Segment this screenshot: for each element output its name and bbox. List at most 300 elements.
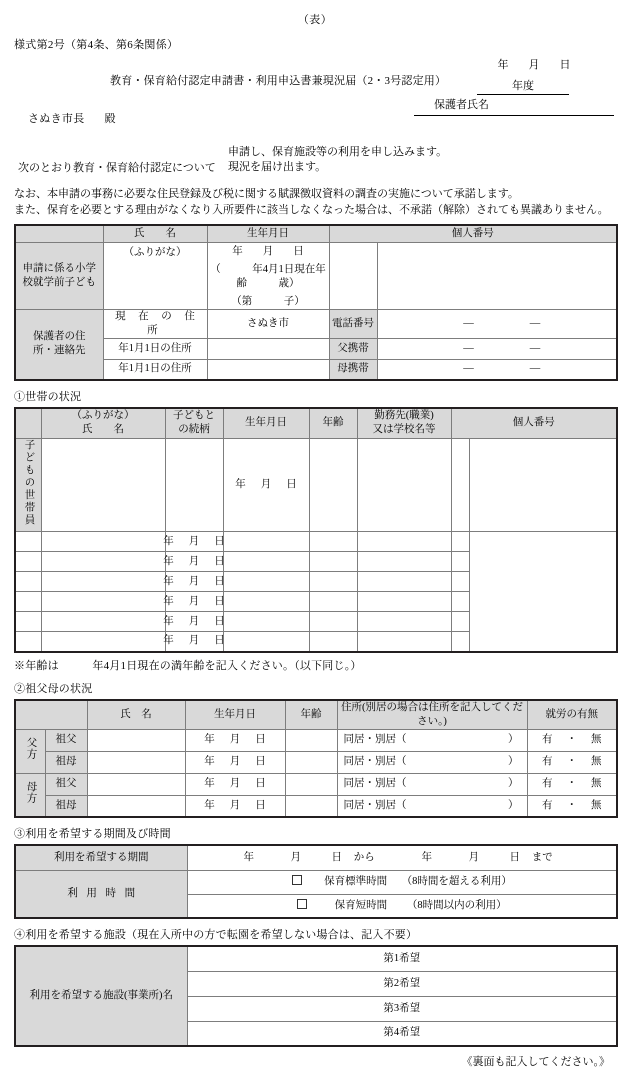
child-row-label-line-2: 校就学前子ども (22, 276, 96, 288)
household-birth-ymd (163, 595, 225, 609)
statement-right (228, 145, 447, 175)
mother-mobile-label: 母携帯 (329, 359, 377, 380)
guardian-jan1-address-row-2 (15, 359, 617, 380)
grandparents-header-row (15, 700, 617, 730)
grandparents-address-close: ） (508, 756, 519, 767)
jan1-address-input-2[interactable] (207, 359, 329, 380)
table-row (15, 751, 617, 773)
grandparents-table (14, 699, 618, 819)
household-mynumber-input[interactable] (469, 438, 617, 532)
child-row-label-line-1: 申請に係る小学 (22, 262, 96, 274)
household-age-input[interactable] (223, 572, 309, 592)
child-mynumber-lead (329, 242, 377, 309)
time-option-2[interactable] (187, 894, 617, 918)
period-from-year: 年 (243, 851, 254, 863)
household-birth-year: 年 (163, 615, 174, 627)
household-relation-input[interactable] (41, 532, 165, 552)
grandparents-birth-year: 年 (204, 734, 215, 745)
grandparents-birth-day: 日 (255, 734, 266, 745)
current-address-label (103, 309, 207, 338)
work-yes-option[interactable]: 有 (542, 756, 553, 767)
household-birth-month: 月 (188, 575, 200, 587)
time-option-2-label: 保育短時間 (334, 899, 388, 911)
work-no-option[interactable]: 無 (591, 778, 602, 789)
grandparents-birth-day: 日 (255, 756, 266, 767)
household-birth-input[interactable] (165, 592, 223, 612)
child-guardian-table-wrap (14, 224, 630, 381)
child-header-row (15, 225, 617, 242)
time-option-1-label: 保育標準時間 (324, 876, 388, 887)
household-mynumber-input[interactable] (451, 592, 469, 612)
household-birth-year: 年 (163, 535, 174, 547)
grandparents-age-input[interactable] (285, 795, 337, 817)
household-birth-year: 年 (163, 635, 174, 647)
child-data-row (15, 242, 617, 309)
facility-label: 利用を希望する施設(事業所)名 (15, 946, 187, 1046)
grandparents-birth-ymd (186, 733, 285, 747)
time-option-1-note: （8時間を超える利用） (401, 876, 512, 887)
household-birth-month: 月 (188, 615, 200, 627)
household-birth-ymd (163, 535, 225, 549)
grandparents-birth-year: 年 (204, 756, 215, 767)
household-table (14, 407, 618, 653)
grandparents-col-age: 年齢 (285, 700, 337, 730)
household-mynumber-lead (357, 532, 451, 552)
checkbox-standard-time[interactable] (292, 875, 302, 885)
father-mobile-label: 父携帯 (329, 338, 377, 359)
grandparents-birth-day: 日 (255, 778, 266, 789)
facility-choice-4[interactable] (187, 1021, 617, 1046)
household-age-input[interactable] (223, 532, 309, 552)
household-mynumber-input[interactable] (451, 632, 469, 652)
household-relation-input[interactable] (165, 438, 223, 532)
household-col-name (41, 408, 165, 438)
father-mobile-dashes (378, 342, 617, 356)
household-birth-ymd (163, 615, 225, 629)
household-age-input[interactable] (223, 612, 309, 632)
footer-note: 《裏面も記入してください。》 (461, 1056, 610, 1068)
section3-heading: ③利用を希望する期間及び時間 (14, 828, 171, 840)
application-statement (0, 144, 630, 178)
grandparents-address-input[interactable] (337, 795, 527, 817)
father-mobile-dash-2: ― (529, 342, 541, 354)
period-from-day: 日 (331, 851, 342, 863)
date-day-label: 日 (559, 59, 571, 71)
household-work-input[interactable] (309, 592, 357, 612)
jan1-address-label-1 (103, 338, 207, 359)
household-mynumber-input[interactable] (451, 572, 469, 592)
household-relation-input[interactable] (41, 632, 165, 652)
tel-input[interactable] (377, 309, 617, 338)
period-to-day: 日 (509, 851, 520, 863)
household-name-input[interactable] (15, 612, 41, 632)
household-work-input[interactable] (309, 572, 357, 592)
tel-dashes (378, 317, 617, 331)
grandparents-birth-input[interactable] (185, 773, 285, 795)
facility-table (14, 945, 618, 1047)
time-option-1[interactable] (187, 870, 617, 894)
mother-mobile-input[interactable] (377, 359, 617, 380)
household-vertical-label-text: 子どもの世帯員 (23, 438, 35, 526)
grandparents-kind-label: 祖父 (45, 729, 87, 751)
jan1-address-label-2-text: 年1月1日の住所 (118, 363, 192, 375)
grandparents-birth-month: 月 (229, 778, 241, 789)
household-col-work (357, 408, 451, 438)
household-birth-ymd (163, 575, 225, 589)
household-body-row-anchor (15, 438, 617, 532)
household-vertical-label (15, 438, 41, 532)
grandparents-birth-input[interactable] (185, 729, 285, 751)
tel-label: 電話番号 (329, 309, 377, 338)
household-birth-month: 月 (188, 535, 200, 547)
grandparents-body (15, 729, 617, 817)
grandparents-kind-label: 祖母 (45, 751, 87, 773)
facility-choice-1[interactable] (187, 946, 617, 971)
consent-notice-line-2: また、保育を必要とする理由がなくなり入所要件に該当しなくなった場合は、不承諾（解除）されても異議ありません。 (14, 204, 609, 216)
household-birth-input[interactable] (165, 612, 223, 632)
household-birth-year: 年 (235, 478, 246, 490)
grandparents-address-input[interactable] (337, 729, 527, 751)
household-col-mynumber: 個人番号 (451, 408, 617, 438)
child-furigana-label: （ふりがな） (123, 246, 187, 258)
household-birth-input[interactable] (165, 552, 223, 572)
household-name-input[interactable] (15, 632, 41, 652)
work-separator: ・ (566, 756, 577, 767)
table-row (15, 773, 617, 795)
grandparents-cohabit-options: 同居・別居（ (343, 778, 407, 789)
current-address-label-text: 現 在 の 住 所 (115, 310, 200, 336)
grandparents-birth-ymd (186, 799, 285, 813)
table-row (15, 552, 617, 572)
mother-mobile-dash-2: ― (529, 363, 541, 375)
household-birth-day: 日 (214, 595, 225, 607)
grandparents-name-input[interactable] (87, 795, 185, 817)
grandparents-birth-year: 年 (204, 778, 215, 789)
grandparents-address-close: ） (508, 799, 519, 811)
child-birth-ymd (208, 243, 329, 259)
household-birth-year: 年 (163, 555, 174, 567)
grandparents-work-input[interactable] (527, 751, 617, 773)
work-no-option[interactable]: 無 (591, 799, 602, 811)
period-input[interactable] (187, 845, 617, 870)
household-birth-month: 月 (260, 478, 272, 490)
period-row (15, 845, 617, 870)
table-row (15, 946, 617, 971)
household-col-age: 年齢 (309, 408, 357, 438)
time-label-text: 利 用 時 間 (67, 887, 139, 899)
document-title: 教育・保育給付認定申請書・利用申込書兼現況届（2・3号認定用） (110, 75, 447, 87)
household-mynumber-lead (357, 632, 451, 652)
table-row (15, 612, 617, 632)
household-mynumber-input[interactable] (451, 552, 469, 572)
work-yes-option[interactable]: 有 (542, 734, 553, 745)
tel-dash-2: ― (529, 317, 541, 329)
guardian-row-label (15, 309, 103, 380)
current-address-input[interactable]: さぬき市 (207, 309, 329, 338)
date-entry-line (454, 56, 614, 95)
section2-heading: ②祖父母の状況 (14, 682, 93, 695)
section1-table-wrap (14, 407, 630, 653)
child-corner-cell (15, 225, 103, 242)
child-col-name: 氏 名 (103, 225, 207, 242)
household-mynumber-lead (357, 572, 451, 592)
work-separator: ・ (566, 778, 577, 789)
household-relation-input[interactable] (41, 612, 165, 632)
household-col-work-line-2: 又は学校名等 (372, 424, 436, 436)
household-col-work-line-1: 勤務先(職業) (374, 410, 434, 422)
grandparents-cohabit-options: 同居・別居（ (343, 756, 407, 767)
child-birth-month: 月 (262, 245, 274, 257)
work-yes-option[interactable]: 有 (542, 799, 553, 811)
grandparents-birth-month: 月 (229, 756, 241, 767)
household-relation-input[interactable] (41, 552, 165, 572)
date-year-label: 年 (497, 59, 509, 71)
household-mynumber-input[interactable] (451, 612, 469, 632)
work-separator: ・ (566, 799, 577, 811)
grandparents-birth-month: 月 (229, 734, 241, 745)
child-col-birth: 生年月日 (207, 225, 329, 242)
section4-heading: ④利用を希望する施設（現在入所中の方で転園を希望しない場合は、記入不要） (14, 929, 418, 941)
fiscal-year-field[interactable]: 年度 (477, 77, 569, 95)
grandparents-kind-label: 祖母 (45, 795, 87, 817)
grandparents-work-input[interactable] (527, 773, 617, 795)
household-name-input[interactable] (15, 572, 41, 592)
grandparents-kind-label: 祖父 (45, 773, 87, 795)
grandparents-birth-month: 月 (229, 799, 241, 811)
household-birth-day: 日 (214, 575, 225, 587)
addressee-honorific: 殿 (104, 113, 116, 125)
household-birth-ymd (224, 478, 309, 492)
household-mynumber-lead (451, 438, 469, 532)
child-mynumber-input[interactable] (377, 242, 617, 309)
household-work-input[interactable] (309, 632, 357, 652)
work-no-option[interactable]: 無 (591, 734, 602, 745)
household-birth-input[interactable] (165, 632, 223, 652)
grandparents-col-name: 氏 名 (87, 700, 185, 730)
form-number: 様式第2号（第4条、第6条関係） (14, 39, 179, 51)
title-row (0, 56, 630, 100)
household-mynumber-lead (357, 552, 451, 572)
grandparents-birth-ymd (186, 755, 285, 769)
table-row (15, 632, 617, 652)
household-birth-input[interactable] (165, 572, 223, 592)
period-to-year: 年 (421, 851, 432, 863)
date-ymd (454, 56, 614, 72)
household-birth-ymd (163, 555, 225, 569)
child-name-input[interactable] (103, 242, 207, 309)
household-birth-day: 日 (214, 555, 225, 567)
household-birth-day: 日 (286, 478, 297, 490)
section2-table-wrap (14, 699, 630, 819)
time-option-2-note: （8時間以内の利用） (406, 899, 507, 911)
household-birth-day: 日 (214, 535, 225, 547)
household-mynumber-input[interactable] (451, 532, 469, 552)
tel-dash-1: ― (463, 317, 474, 329)
household-birth-month: 月 (188, 555, 200, 567)
table-row (15, 592, 617, 612)
facility-choice-2[interactable] (187, 971, 617, 996)
household-header-row (15, 408, 617, 438)
household-name-input[interactable] (41, 438, 165, 532)
jan1-address-input-1[interactable] (207, 338, 329, 359)
time-option-row-1 (15, 870, 617, 894)
grandparents-side-father (15, 729, 45, 773)
period-label: 利用を希望する期間 (15, 845, 187, 870)
addressee-name: さぬき市長 (28, 113, 85, 125)
household-mynumber-lead (357, 592, 451, 612)
grandparents-corner-cell (15, 700, 87, 730)
facility-choice-3[interactable] (187, 996, 617, 1021)
child-row-label (15, 242, 103, 309)
consent-notice-line-1: なお、本申請の事務に必要な住民登録及び税に関する賦課徴収資料の調査の実施について承諾します。 (14, 188, 519, 200)
household-mynumber-lead (357, 612, 451, 632)
facility-choice-label: 第4希望 (383, 1027, 421, 1039)
household-work-input[interactable] (309, 532, 357, 552)
household-col-relation-line-1: 子どもと (173, 410, 215, 422)
grandparents-col-birth: 生年月日 (185, 700, 285, 730)
household-col-name-text: 氏 名 (82, 424, 124, 436)
household-relation-input[interactable] (41, 572, 165, 592)
grandparents-side-label: 母方 (25, 780, 37, 804)
household-birth-year: 年 (163, 575, 174, 587)
grandparents-address-input[interactable] (337, 773, 527, 795)
guardian-row-label-line-2: 所・連絡先 (33, 345, 86, 357)
table-row (15, 572, 617, 592)
period-from-month: 月 (290, 851, 301, 863)
grandparents-name-input[interactable] (87, 773, 185, 795)
period-from-suffix: から (353, 851, 375, 863)
household-birth-input[interactable] (165, 532, 223, 552)
grandparents-birth-day: 日 (255, 799, 266, 811)
grandparents-side-mother (15, 773, 45, 817)
household-birth-day: 日 (214, 615, 225, 627)
section4-table-wrap (14, 945, 630, 1047)
child-guardian-table (14, 224, 618, 381)
household-age-input[interactable] (223, 632, 309, 652)
period-to-month: 月 (468, 851, 479, 863)
household-birth-ymd (163, 634, 225, 648)
grandparents-work-input[interactable] (527, 795, 617, 817)
time-label (15, 870, 187, 918)
work-yes-option[interactable]: 有 (542, 778, 553, 789)
child-birth-order-line: （第 子） (231, 295, 305, 307)
father-mobile-dash-1: ― (463, 342, 474, 354)
facility-choice-label: 第2希望 (383, 977, 421, 989)
household-name-input[interactable] (15, 592, 41, 612)
page-side-label: （表） (297, 14, 333, 26)
grandparents-age-input[interactable] (285, 751, 337, 773)
work-separator: ・ (566, 734, 577, 745)
household-work-input[interactable] (357, 438, 451, 532)
household-col-birth: 生年月日 (223, 408, 309, 438)
household-age-input[interactable] (309, 438, 357, 532)
grandparents-name-input[interactable] (87, 751, 185, 773)
guardian-jan1-address-row-1 (15, 338, 617, 359)
household-name-input[interactable] (15, 552, 41, 572)
fiscal-year-wrap (454, 77, 614, 95)
household-birth-day: 日 (214, 635, 225, 647)
child-birth-input[interactable] (207, 242, 329, 309)
grandparents-side-label: 父方 (25, 737, 37, 760)
jan1-address-label-2 (103, 359, 207, 380)
grandparents-col-address: 住所(別居の場合は住所を記入してください。) (337, 700, 527, 730)
grandparents-name-input[interactable] (87, 729, 185, 751)
household-age-input[interactable] (223, 592, 309, 612)
grandparents-cohabit-options: 同居・別居（ (343, 799, 407, 811)
checkbox-short-time[interactable] (297, 899, 307, 909)
household-birth-input[interactable] (223, 438, 309, 532)
household-birth-month: 月 (188, 595, 200, 607)
household-name-input[interactable] (15, 532, 41, 552)
household-birth-year: 年 (163, 595, 174, 607)
mother-mobile-dash-1: ― (463, 363, 474, 375)
grandparents-address-input[interactable] (337, 751, 527, 773)
mother-mobile-dashes (378, 362, 617, 376)
child-birth-year: 年 (232, 245, 243, 257)
household-col-furigana-text: （ふりがな） (71, 410, 135, 422)
facility-body (15, 946, 617, 1046)
grandparents-birth-ymd (186, 777, 285, 791)
grandparents-address-close: ） (508, 734, 519, 745)
period-fields (188, 851, 617, 865)
household-col-relation (165, 408, 223, 438)
consent-notice (14, 186, 630, 218)
guardian-current-address-row (15, 309, 617, 338)
household-work-input[interactable] (309, 612, 357, 632)
household-work-input[interactable] (309, 552, 357, 572)
grandparents-work-input[interactable] (527, 729, 617, 751)
guardian-name-field[interactable] (414, 96, 614, 116)
household-col-relation-line-2: の続柄 (178, 424, 210, 436)
household-corner-cell (15, 408, 41, 438)
household-extra-rows (15, 532, 617, 652)
guardian-name-label: 保護者氏名 (414, 96, 614, 116)
child-birth-day: 日 (293, 245, 304, 257)
work-no-option[interactable]: 無 (591, 756, 602, 767)
guardian-row-label-line-1: 保護者の住 (33, 331, 86, 343)
grandparents-address-close: ） (508, 778, 519, 789)
grandparents-age-input[interactable] (285, 729, 337, 751)
age-note: ※年齢は 年4月1日現在の満年齢を記入ください。（以下同じ。） (14, 659, 362, 672)
child-age-line: （ 年4月1日現在年齢 歳） (210, 263, 326, 289)
date-month-label: 月 (528, 59, 540, 71)
grandparents-birth-year: 年 (204, 799, 215, 811)
period-time-table (14, 844, 618, 919)
table-row (15, 729, 617, 751)
table-row (15, 532, 617, 552)
facility-choice-label: 第1希望 (383, 952, 421, 964)
child-col-mynumber: 個人番号 (329, 225, 617, 242)
grandparents-birth-input[interactable] (185, 751, 285, 773)
section1-heading: ①世帯の状況 (14, 391, 82, 403)
table-row (15, 795, 617, 817)
statement-line-2: 現況を届け出ます。 (228, 161, 327, 173)
grandparents-col-work: 就労の有無 (527, 700, 617, 730)
grandparents-age-input[interactable] (285, 773, 337, 795)
grandparents-cohabit-options: 同居・別居（ (343, 734, 407, 745)
jan1-address-label-1-text: 年1月1日の住所 (118, 342, 192, 354)
section3-table-wrap (14, 844, 630, 919)
household-age-input[interactable] (223, 552, 309, 572)
grandparents-birth-input[interactable] (185, 795, 285, 817)
statement-line-1: 申請し、保育施設等の利用を申し込みます。 (228, 146, 448, 158)
facility-choice-label: 第3希望 (383, 1002, 421, 1014)
household-birth-month: 月 (188, 635, 200, 647)
period-to-suffix: まで (531, 851, 553, 863)
statement-lead: 次のとおり教育・保育給付認定について (18, 162, 216, 174)
household-relation-input[interactable] (41, 592, 165, 612)
father-mobile-input[interactable] (377, 338, 617, 359)
